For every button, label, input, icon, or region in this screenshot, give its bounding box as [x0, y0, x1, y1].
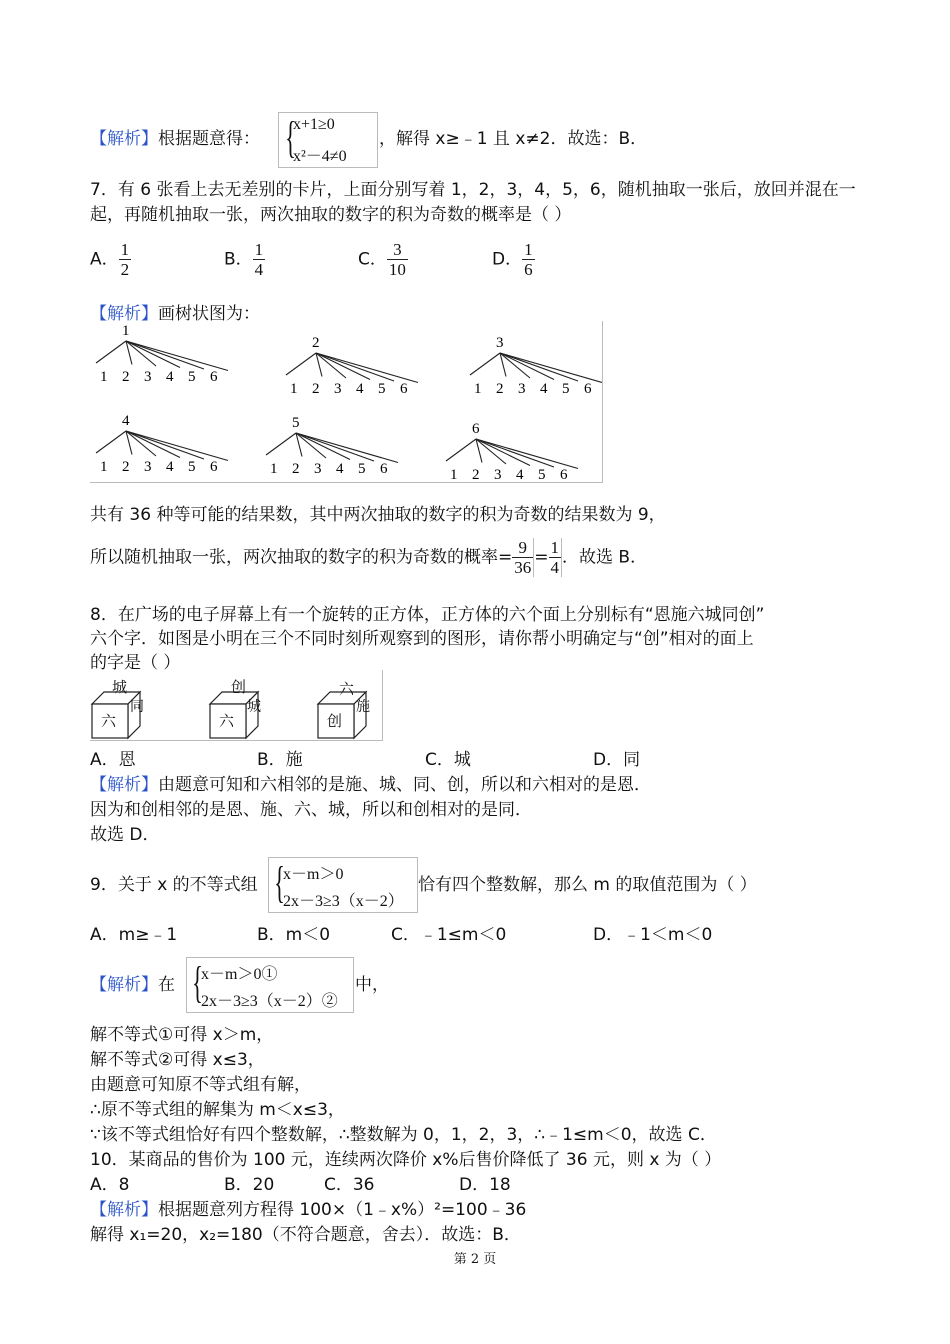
tree-branch — [126, 341, 132, 365]
cube-figures — [90, 670, 383, 741]
q7-option-b: B． $\frac{1}{4}$ — [224, 240, 264, 279]
tree-leaf-5: 5 — [188, 369, 196, 385]
q9-option-a: A．m≥﹣1 — [90, 925, 178, 945]
tree-leaf-2: 2 — [312, 381, 320, 397]
tree-leaf-4: 4 — [336, 461, 344, 477]
q9-analysis-system-line1: x－m＞0① — [201, 966, 278, 983]
q9-system-line2: 2x－3≥3（x－2） — [283, 893, 404, 910]
q9-step-5: ∵该不等式组恰好有四个整数解，∴整数解为 0，1，2，3，∴﹣1≤m＜0，故选 C． — [90, 1125, 717, 1145]
q8-line3: 的字是（ ） — [90, 653, 181, 673]
q9-system-line1: x－m＞0 — [283, 866, 344, 883]
q6-system-line1: x+1≥0 — [293, 116, 335, 133]
tree-branch — [96, 431, 126, 453]
q8-option-a: A．恩 — [90, 750, 136, 770]
tree-diagram — [90, 321, 603, 483]
q8-analysis-3: 故选 D． — [90, 825, 160, 845]
tree-branch — [296, 433, 374, 461]
q6-suffix: ，解得 x≥﹣1 且 x≠2．故选：B． — [379, 129, 648, 149]
tree-leaf-2: 2 — [472, 467, 480, 482]
q7-option-c: C． $\frac{3}{10}$ — [358, 240, 406, 279]
q7-option-d: D． $\frac{1}{6}$ — [492, 240, 533, 279]
tree-leaf-3: 3 — [334, 381, 342, 397]
tree-leaf-1: 1 — [450, 467, 458, 482]
q9-step-2: 解不等式②可得 x≤3， — [90, 1050, 265, 1070]
q8-line1: 8．在广场的电子屏幕上有一个旋转的正方体，正方体的六个面上分别标有“恩施六城同创” — [90, 605, 765, 625]
tree-branch — [500, 353, 578, 381]
cube-2-right: 城 — [247, 699, 261, 715]
tree-branch — [500, 353, 506, 377]
q6-prefix: 根据题意得： — [158, 129, 260, 149]
tree-branch — [446, 439, 476, 461]
tree-root-5: 5 — [292, 415, 300, 431]
tree-leaf-1: 1 — [100, 459, 108, 475]
tree-leaf-4: 4 — [166, 369, 174, 385]
tree-leaf-3: 3 — [314, 461, 322, 477]
q8-option-c: C．城 — [425, 750, 471, 770]
q9-step-1: 解不等式①可得 x＞m， — [90, 1025, 274, 1045]
q10-analysis-1: 【解析】根据题意列方程得 100×（1﹣x%）²=100﹣36 — [90, 1200, 527, 1220]
q10-option-b: B．20 — [224, 1175, 275, 1195]
tree-leaf-5: 5 — [538, 467, 546, 482]
tree-leaf-3: 3 — [494, 467, 502, 482]
q9-analysis-system-line2: 2x－3≥3（x－2）② — [201, 993, 338, 1010]
tree-root-1: 1 — [122, 323, 130, 339]
tree-branch — [296, 433, 302, 457]
q8-line2: 六个字．如图是小明在三个不同时刻所观察到的图形，请你帮小明确定与“创”相对的面上 — [90, 629, 754, 649]
tree-leaf-5: 5 — [188, 459, 196, 475]
tree-branch — [470, 353, 500, 375]
q8-option-b: B．施 — [257, 750, 303, 770]
tree-leaf-4: 4 — [540, 381, 548, 397]
tree-leaf-5: 5 — [562, 381, 570, 397]
q6-analysis — [90, 124, 260, 149]
tree-leaf-2: 2 — [122, 369, 130, 385]
tree-branch — [126, 341, 204, 369]
tree-branch — [476, 439, 482, 463]
q9-step-3: 由题意可知原不等式组有解， — [90, 1075, 311, 1095]
cube-3-right: 施 — [356, 699, 370, 715]
q6-system: { x+1≥0 x²－4≠0 — [278, 112, 378, 168]
tree-leaf-1: 1 — [270, 461, 278, 477]
tree-branch — [266, 433, 296, 455]
tree-branch — [316, 353, 322, 377]
tree-leaf-5: 5 — [378, 381, 386, 397]
q7-probability-line: 所以随机抽取一张，两次抽取的数字的积为奇数的概率= $\frac{9}{36}$ = $\frac{1}{4}$ ．故选 B． — [90, 538, 648, 577]
q7-line2: 起，再随机抽取一张，两次抽取的数字的积为奇数的概率是（ ） — [90, 205, 572, 225]
tree-branch — [316, 353, 394, 381]
cube-1-right: 同 — [130, 699, 144, 715]
q9-prefix: 9．关于 x 的不等式组 — [90, 875, 258, 895]
tree-root-3: 3 — [496, 335, 504, 351]
tree-leaf-2: 2 — [292, 461, 300, 477]
q9-step-4: ∴原不等式组的解集为 m＜x≤3， — [90, 1100, 345, 1120]
q8-option-d: D．同 — [593, 750, 641, 770]
q9-analysis-system: { x－m＞0① 2x－3≥3（x－2）② — [186, 957, 354, 1013]
q10-option-d: D．18 — [459, 1175, 511, 1195]
tree-leaf-3: 3 — [144, 369, 152, 385]
tree-leaf-6: 6 — [400, 381, 408, 397]
tree-leaf-2: 2 — [496, 381, 504, 397]
cube-3-top: 六 — [339, 680, 355, 698]
tree-leaf-4: 4 — [516, 467, 524, 482]
q8-analysis-2: 因为和创相邻的是恩、施、六、城，所以和创相对的是同． — [90, 800, 532, 820]
q9-option-d: D．﹣1＜m＜0 — [593, 925, 713, 945]
cube-3-front: 创 — [327, 712, 343, 730]
q10-line1: 10．某商品的售价为 100 元，连续两次降价 x%后售价降低了 36 元，则 x 为（ ） — [90, 1150, 722, 1170]
tree-leaf-6: 6 — [584, 381, 592, 397]
q7-analysis: 【解析】画树状图为： — [90, 304, 260, 324]
tree-leaf-6: 6 — [210, 459, 218, 475]
tree-leaf-1: 1 — [100, 369, 108, 385]
q9-option-b: B．m＜0 — [257, 925, 331, 945]
tree-root-4: 4 — [122, 413, 130, 429]
analysis-tag: 【解析】 — [90, 129, 158, 149]
tree-branch — [286, 353, 316, 375]
q9-system: { x－m＞0 2x－3≥3（x－2） — [268, 857, 418, 913]
tree-branch — [126, 431, 204, 459]
page-footer: 第 2 页 — [453, 1252, 497, 1267]
tree-leaf-5: 5 — [358, 461, 366, 477]
cube-2-front: 六 — [219, 712, 235, 730]
tree-diagram-svg — [90, 321, 602, 482]
q9-analysis-prefix: 【解析】在 — [90, 975, 175, 995]
tree-leaf-4: 4 — [356, 381, 364, 397]
q10-option-a: A．8 — [90, 1175, 130, 1195]
tree-branch — [126, 431, 132, 455]
q10-analysis-2: 解得 x₁=20，x₂=180（不符合题意，舍去）．故选：B． — [90, 1225, 521, 1245]
q10-option-c: C．36 — [324, 1175, 375, 1195]
tree-leaf-3: 3 — [144, 459, 152, 475]
q9-analysis-suffix: 中， — [355, 975, 389, 995]
cube-1-front: 六 — [101, 712, 117, 730]
q7-line1: 7．有 6 张看上去无差别的卡片，上面分别写着 1，2，3，4，5，6，随机抽取一张后，放回并混在一 — [90, 180, 856, 200]
tree-leaf-6: 6 — [560, 467, 568, 482]
tree-leaf-1: 1 — [290, 381, 298, 397]
tree-leaf-6: 6 — [210, 369, 218, 385]
tree-leaf-6: 6 — [380, 461, 388, 477]
q9-suffix: 恰有四个整数解，那么 m 的取值范围为（ ） — [418, 875, 757, 895]
q6-system-line2: x²－4≠0 — [293, 148, 347, 165]
tree-branch — [96, 341, 126, 363]
q9-option-c: C．﹣1≤m＜0 — [391, 925, 507, 945]
q7-option-a: A． $\frac{1}{2}$ — [90, 240, 130, 279]
tree-leaf-2: 2 — [122, 459, 130, 475]
tree-root-6: 6 — [472, 421, 480, 437]
q8-analysis-1: 【解析】由题意可知和六相邻的是施、城、同、创，所以和六相对的是恩． — [90, 775, 651, 795]
tree-leaf-4: 4 — [166, 459, 174, 475]
tree-root-2: 2 — [312, 335, 320, 351]
q7-result-line: 共有 36 种等可能的结果数，其中两次抽取的数字的积为奇数的结果数为 9， — [90, 505, 666, 525]
tree-leaf-1: 1 — [474, 381, 482, 397]
cube-2-top: 创 — [231, 678, 247, 696]
cube-1-top: 城 — [112, 678, 128, 696]
tree-leaf-3: 3 — [518, 381, 526, 397]
tree-branch — [476, 439, 554, 467]
